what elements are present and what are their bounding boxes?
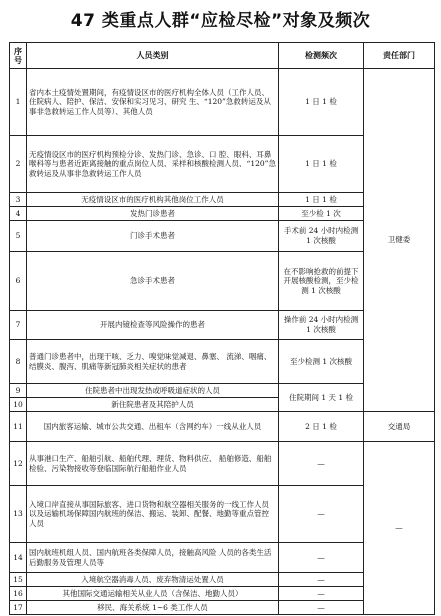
row-frequency: —: [279, 442, 364, 486]
header-category: 人员类别: [27, 43, 279, 69]
table-row: [10, 69, 435, 136]
row-frequency: —: [279, 486, 364, 543]
row-frequency: 住院期间 1 天 1 检: [279, 384, 364, 412]
department-dash: —: [364, 442, 435, 615]
row-number: 6: [10, 252, 27, 311]
page-title: 47 类重点人群“应检尽检”对象及频次: [70, 11, 371, 31]
row-category: 入境航空器消毒人员、废弃物清运处置人员: [27, 573, 279, 587]
row-frequency: —: [279, 587, 364, 601]
row-frequency: —: [279, 601, 364, 615]
table-header-row: [10, 43, 435, 69]
row-category: 入境口岸直接从事国际旅客、进口货物和航空器相关服务的一线工作人员以及运输机场保障国内航班的保洁、搬运、装卸、配餐、地勤等重点管控人员: [27, 486, 279, 543]
row-category: 无疫情设区市的医疗机构预检分诊、发热门诊、急诊、口 腔、眼科、耳鼻喉科等与患者近距离接触的重点岗位人员、采样和核酸检测人员、“120”急救转运及从事非急救转运工作人员: [27, 136, 279, 193]
row-number: 17: [10, 601, 27, 615]
row-number: 12: [10, 442, 27, 486]
row-frequency: —: [279, 573, 364, 587]
row-number: 1: [10, 69, 27, 136]
row-frequency: 操作前 24 小时内检测 1 次核酸: [279, 311, 364, 340]
row-number: 16: [10, 587, 27, 601]
row-category: 从事港口生产、船舶引航、船舶代理、理货、物料供应、 船舶修造、船舶检验、污染物接收等登临国际航行船舶作业人员: [27, 442, 279, 486]
row-frequency: 至少检测 1 次核酸: [279, 340, 364, 384]
row-frequency: 至少检 1 次: [279, 207, 364, 221]
row-number: 7: [10, 311, 27, 340]
department-transport: 交通局: [364, 412, 435, 442]
row-frequency: 1 日 1 检: [279, 69, 364, 136]
row-frequency: 手术前 24 小时内检测 1 次核酸: [279, 221, 364, 252]
row-number: 5: [10, 221, 27, 252]
row-number: 14: [10, 543, 27, 573]
inspection-table: [9, 42, 435, 615]
row-category: 国内航班机组人员、国内航班各类保障人员，接触高风险 人员的各类生活后勤服务及管理人员等: [27, 543, 279, 573]
row-category: 发热门诊患者: [27, 207, 279, 221]
row-category: 住院患者中出现发热或呼吸道症状的人员: [27, 384, 279, 398]
row-number: 2: [10, 136, 27, 193]
row-number: 4: [10, 207, 27, 221]
row-category: 其他国际交通运输相关从业人员（含保洁、地勤人员）: [27, 587, 279, 601]
row-category: 省内本土疫情处置期间，有疫情设区市的医疗机构全体人员（工作人员、住院病人、陪护、保洁、安保和实习见习、研究 生、“120”急救转运及从事非急救转运工作人员等）、其他人员: [27, 69, 279, 136]
row-number: 9: [10, 384, 27, 398]
row-category: 门诊手术患者: [27, 221, 279, 252]
row-category: 无疫情设区市的医疗机构其他岗位工作人员: [27, 193, 279, 207]
row-frequency: 1 日 1 检: [279, 136, 364, 193]
header-department: 责任部门: [364, 43, 435, 69]
row-number: 13: [10, 486, 27, 543]
row-category: 移民、海关系统 1~6 类工作人员: [27, 601, 279, 615]
table-row: [10, 442, 435, 486]
table-row: [10, 412, 435, 442]
row-number: 10: [10, 398, 27, 412]
department-health: 卫健委: [364, 69, 435, 412]
header-frequency: 检测频次: [279, 43, 364, 69]
row-category: 新住院患者及其陪护人员: [27, 398, 279, 412]
header-no: 序号: [10, 43, 27, 69]
row-category: 国内旅客运输、城市公共交通、出租车（含网约车）一线从业人员: [27, 412, 279, 442]
row-number: 8: [10, 340, 27, 384]
row-frequency: 2 日 1 检: [279, 412, 364, 442]
row-number: 3: [10, 193, 27, 207]
row-number: 15: [10, 573, 27, 587]
row-frequency: 1 日 1 检: [279, 193, 364, 207]
row-number: 11: [10, 412, 27, 442]
row-frequency: 在不影响抢救的前提下开展核酸检测，至少检测 1 次核酸: [279, 252, 364, 311]
row-category: 开展内镜检查等风险操作的患者: [27, 311, 279, 340]
row-category: 急诊手术患者: [27, 252, 279, 311]
row-category: 普通门诊患者中，出现干咳、乏力、嗅觉味觉减退、鼻塞、 流涕、咽痛、结膜炎、腹泻、肌痛等新冠肺炎相关症状的患者: [27, 340, 279, 384]
row-frequency: —: [279, 543, 364, 573]
